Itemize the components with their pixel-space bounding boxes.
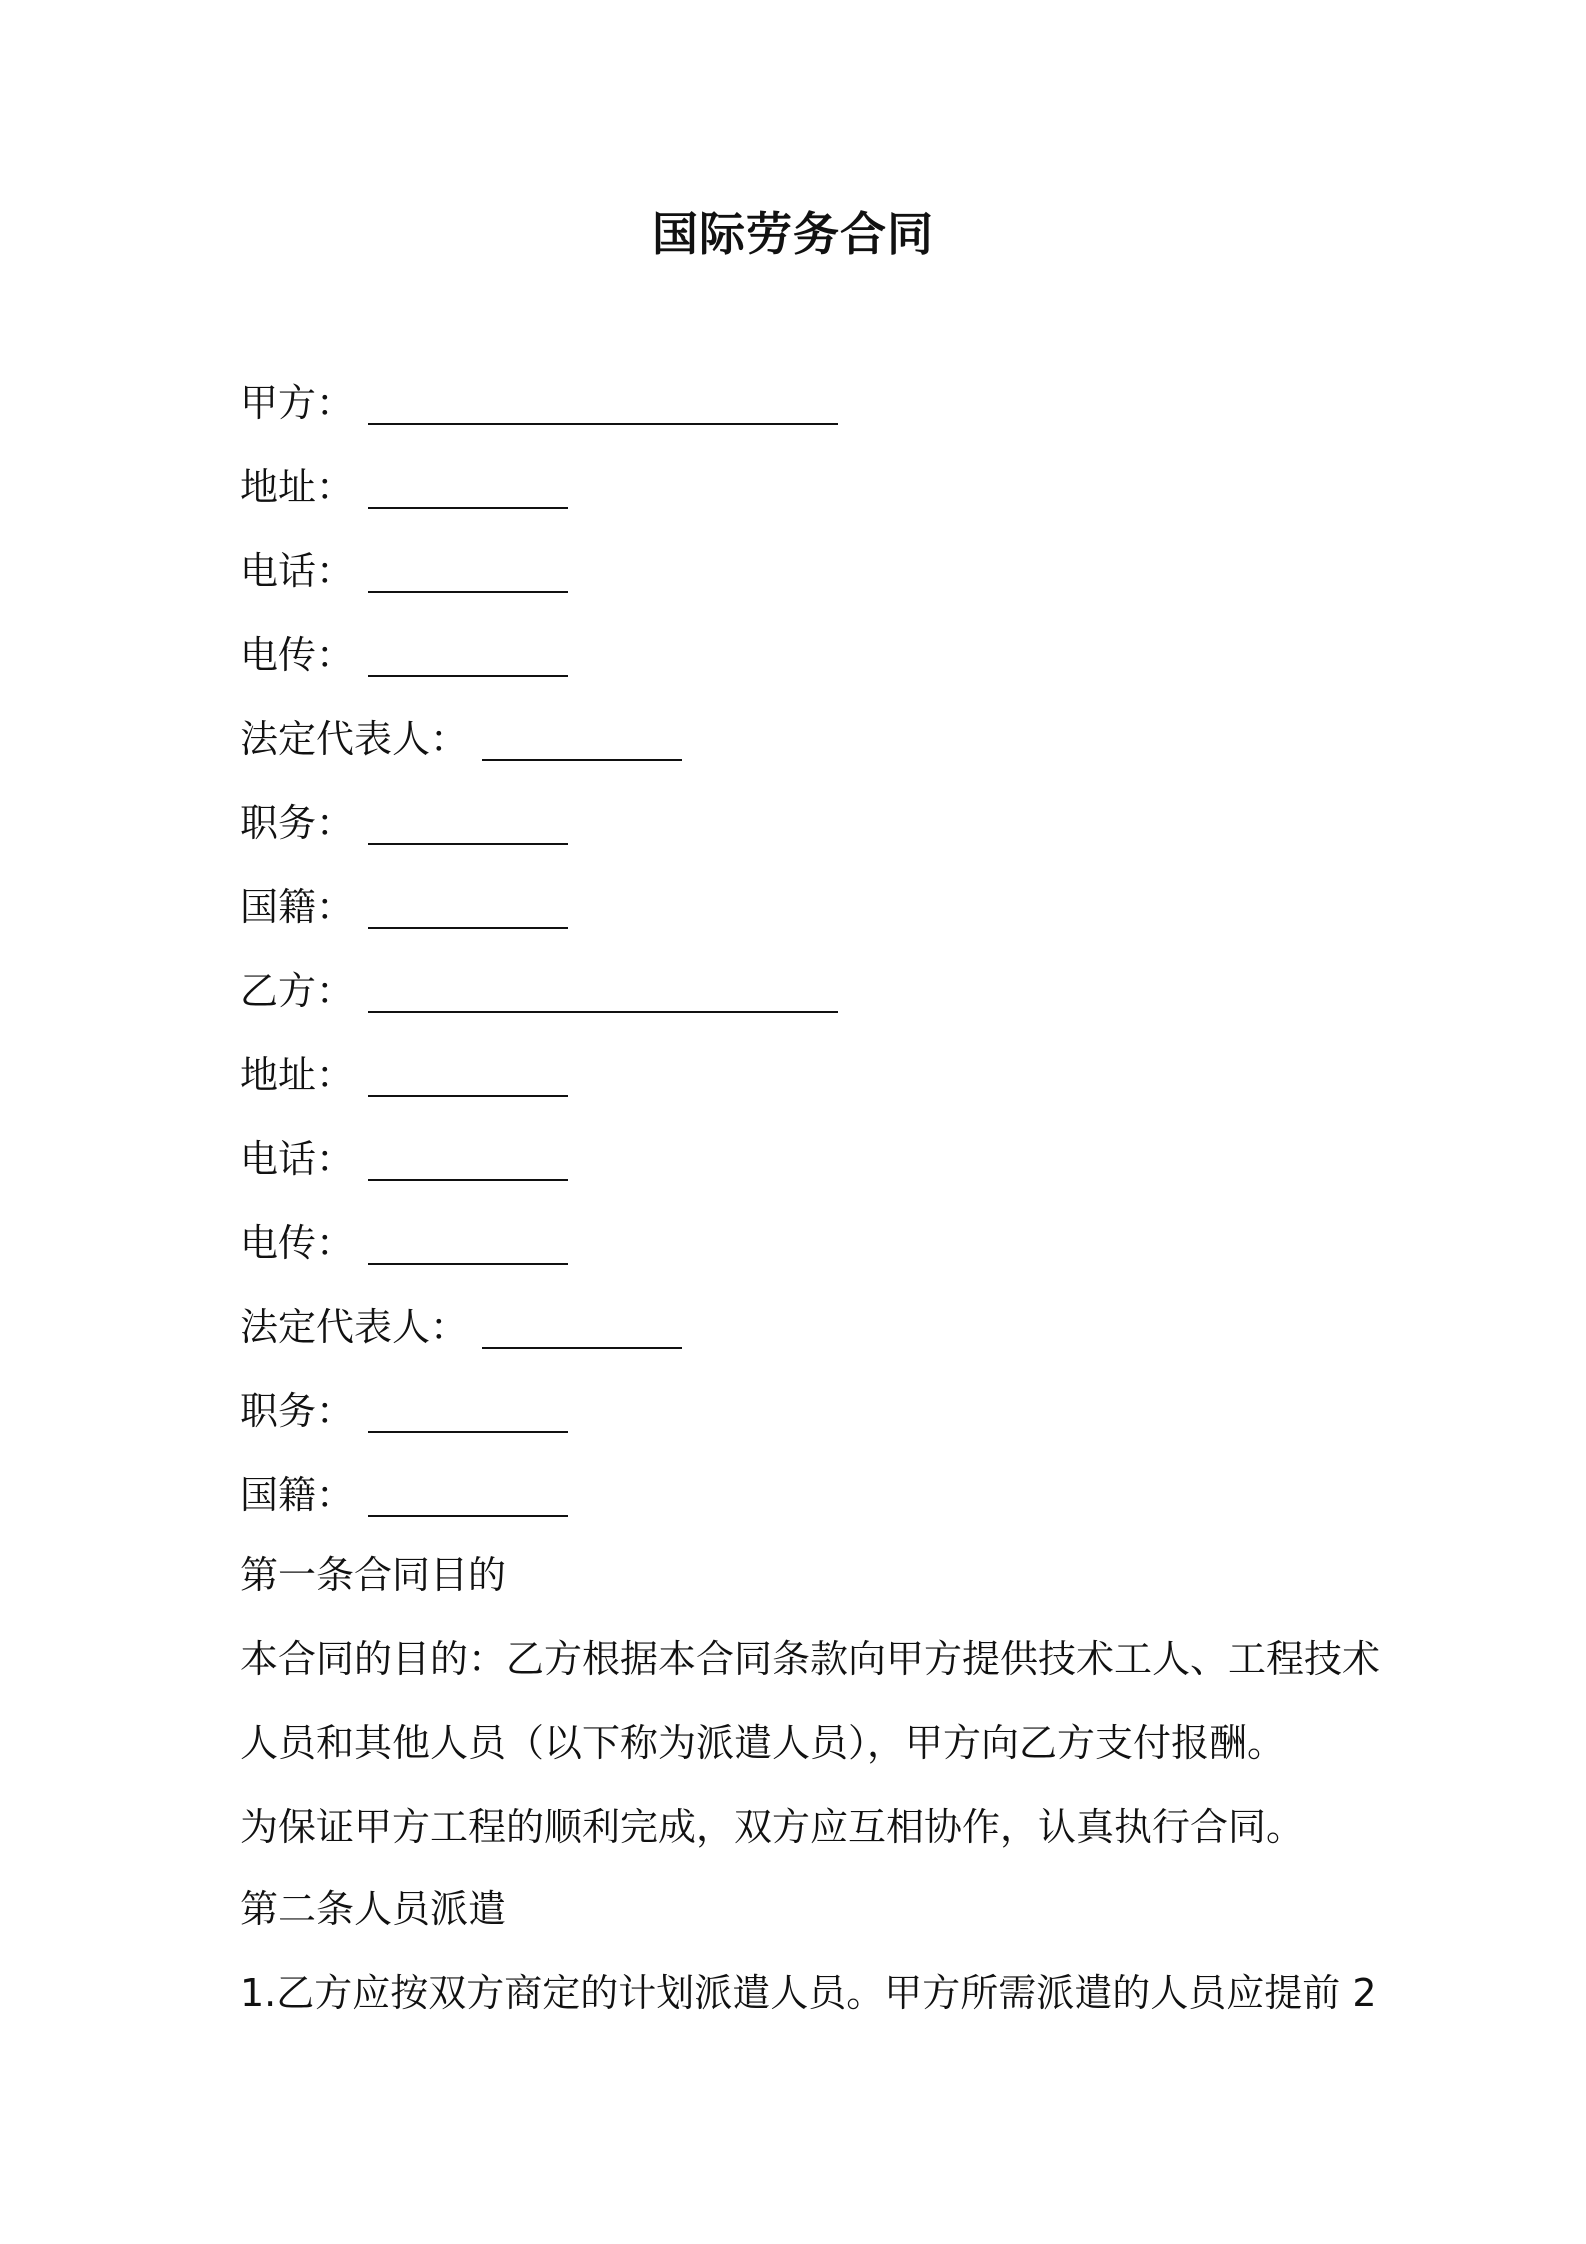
party-a-field bbox=[240, 373, 838, 429]
article-1-heading: 第一条合同目的 bbox=[240, 1553, 507, 1597]
party-a-address-blank[interactable] bbox=[368, 461, 568, 509]
party-a-legal-rep-label: 法定代表人： bbox=[240, 717, 469, 761]
party-b-nationality-label: 国籍： bbox=[240, 1473, 355, 1517]
party-a-address-label: 地址： bbox=[240, 465, 355, 509]
party-a-phone-field bbox=[240, 541, 568, 597]
party-b-nationality-field bbox=[240, 1465, 568, 1521]
party-b-position-label: 职务： bbox=[240, 1389, 355, 1433]
party-a-blank[interactable] bbox=[368, 377, 838, 425]
party-a-nationality-blank[interactable] bbox=[368, 881, 568, 929]
party-a-fax-field bbox=[240, 625, 568, 681]
party-b-address-blank[interactable] bbox=[368, 1049, 568, 1097]
party-b-position-blank[interactable] bbox=[368, 1385, 568, 1433]
party-b-field bbox=[240, 961, 838, 1017]
document-title: 国际劳务合同 bbox=[652, 207, 934, 261]
party-b-legal-rep-field bbox=[240, 1297, 682, 1353]
article-2-paragraph-1-line-1: 1.乙方应按双方商定的计划派遣人员。甲方所需派遣的人员应提前 2 bbox=[240, 1971, 1377, 2015]
party-a-phone-label: 电话： bbox=[240, 549, 355, 593]
party-b-nationality-blank[interactable] bbox=[368, 1469, 568, 1517]
party-a-nationality-field bbox=[240, 877, 568, 933]
party-a-position-field bbox=[240, 793, 568, 849]
party-a-position-blank[interactable] bbox=[368, 797, 568, 845]
party-b-position-field bbox=[240, 1381, 568, 1437]
party-a-legal-rep-field bbox=[240, 709, 682, 765]
party-a-position-label: 职务： bbox=[240, 801, 355, 845]
party-b-legal-rep-label: 法定代表人： bbox=[240, 1305, 469, 1349]
article-2-heading: 第二条人员派遣 bbox=[240, 1887, 507, 1931]
party-b-fax-label: 电传： bbox=[240, 1221, 355, 1265]
party-b-legal-rep-blank[interactable] bbox=[482, 1301, 682, 1349]
party-a-legal-rep-blank[interactable] bbox=[482, 713, 682, 761]
article-1-paragraph-1-line-2: 人员和其他人员（以下称为派遣人员），甲方向乙方支付报酬。 bbox=[240, 1721, 1286, 1765]
party-b-phone-field bbox=[240, 1129, 568, 1185]
party-a-fax-label: 电传： bbox=[240, 633, 355, 677]
party-b-phone-label: 电话： bbox=[240, 1137, 355, 1181]
party-b-address-label: 地址： bbox=[240, 1053, 355, 1097]
party-b-fax-blank[interactable] bbox=[368, 1217, 568, 1265]
party-a-fax-blank[interactable] bbox=[368, 629, 568, 677]
article-1-paragraph-2: 为保证甲方工程的顺利完成，双方应互相协作，认真执行合同。 bbox=[240, 1805, 1305, 1849]
article-1-paragraph-1-line-1: 本合同的目的：乙方根据本合同条款向甲方提供技术工人、工程技术 bbox=[240, 1637, 1381, 1681]
party-b-label: 乙方： bbox=[240, 969, 355, 1013]
party-a-phone-blank[interactable] bbox=[368, 545, 568, 593]
party-b-phone-blank[interactable] bbox=[368, 1133, 568, 1181]
party-a-nationality-label: 国籍： bbox=[240, 885, 355, 929]
party-a-address-field bbox=[240, 457, 568, 513]
party-b-address-field bbox=[240, 1045, 568, 1101]
party-a-label: 甲方： bbox=[240, 381, 355, 425]
party-b-blank[interactable] bbox=[368, 965, 838, 1013]
party-b-fax-field bbox=[240, 1213, 568, 1269]
